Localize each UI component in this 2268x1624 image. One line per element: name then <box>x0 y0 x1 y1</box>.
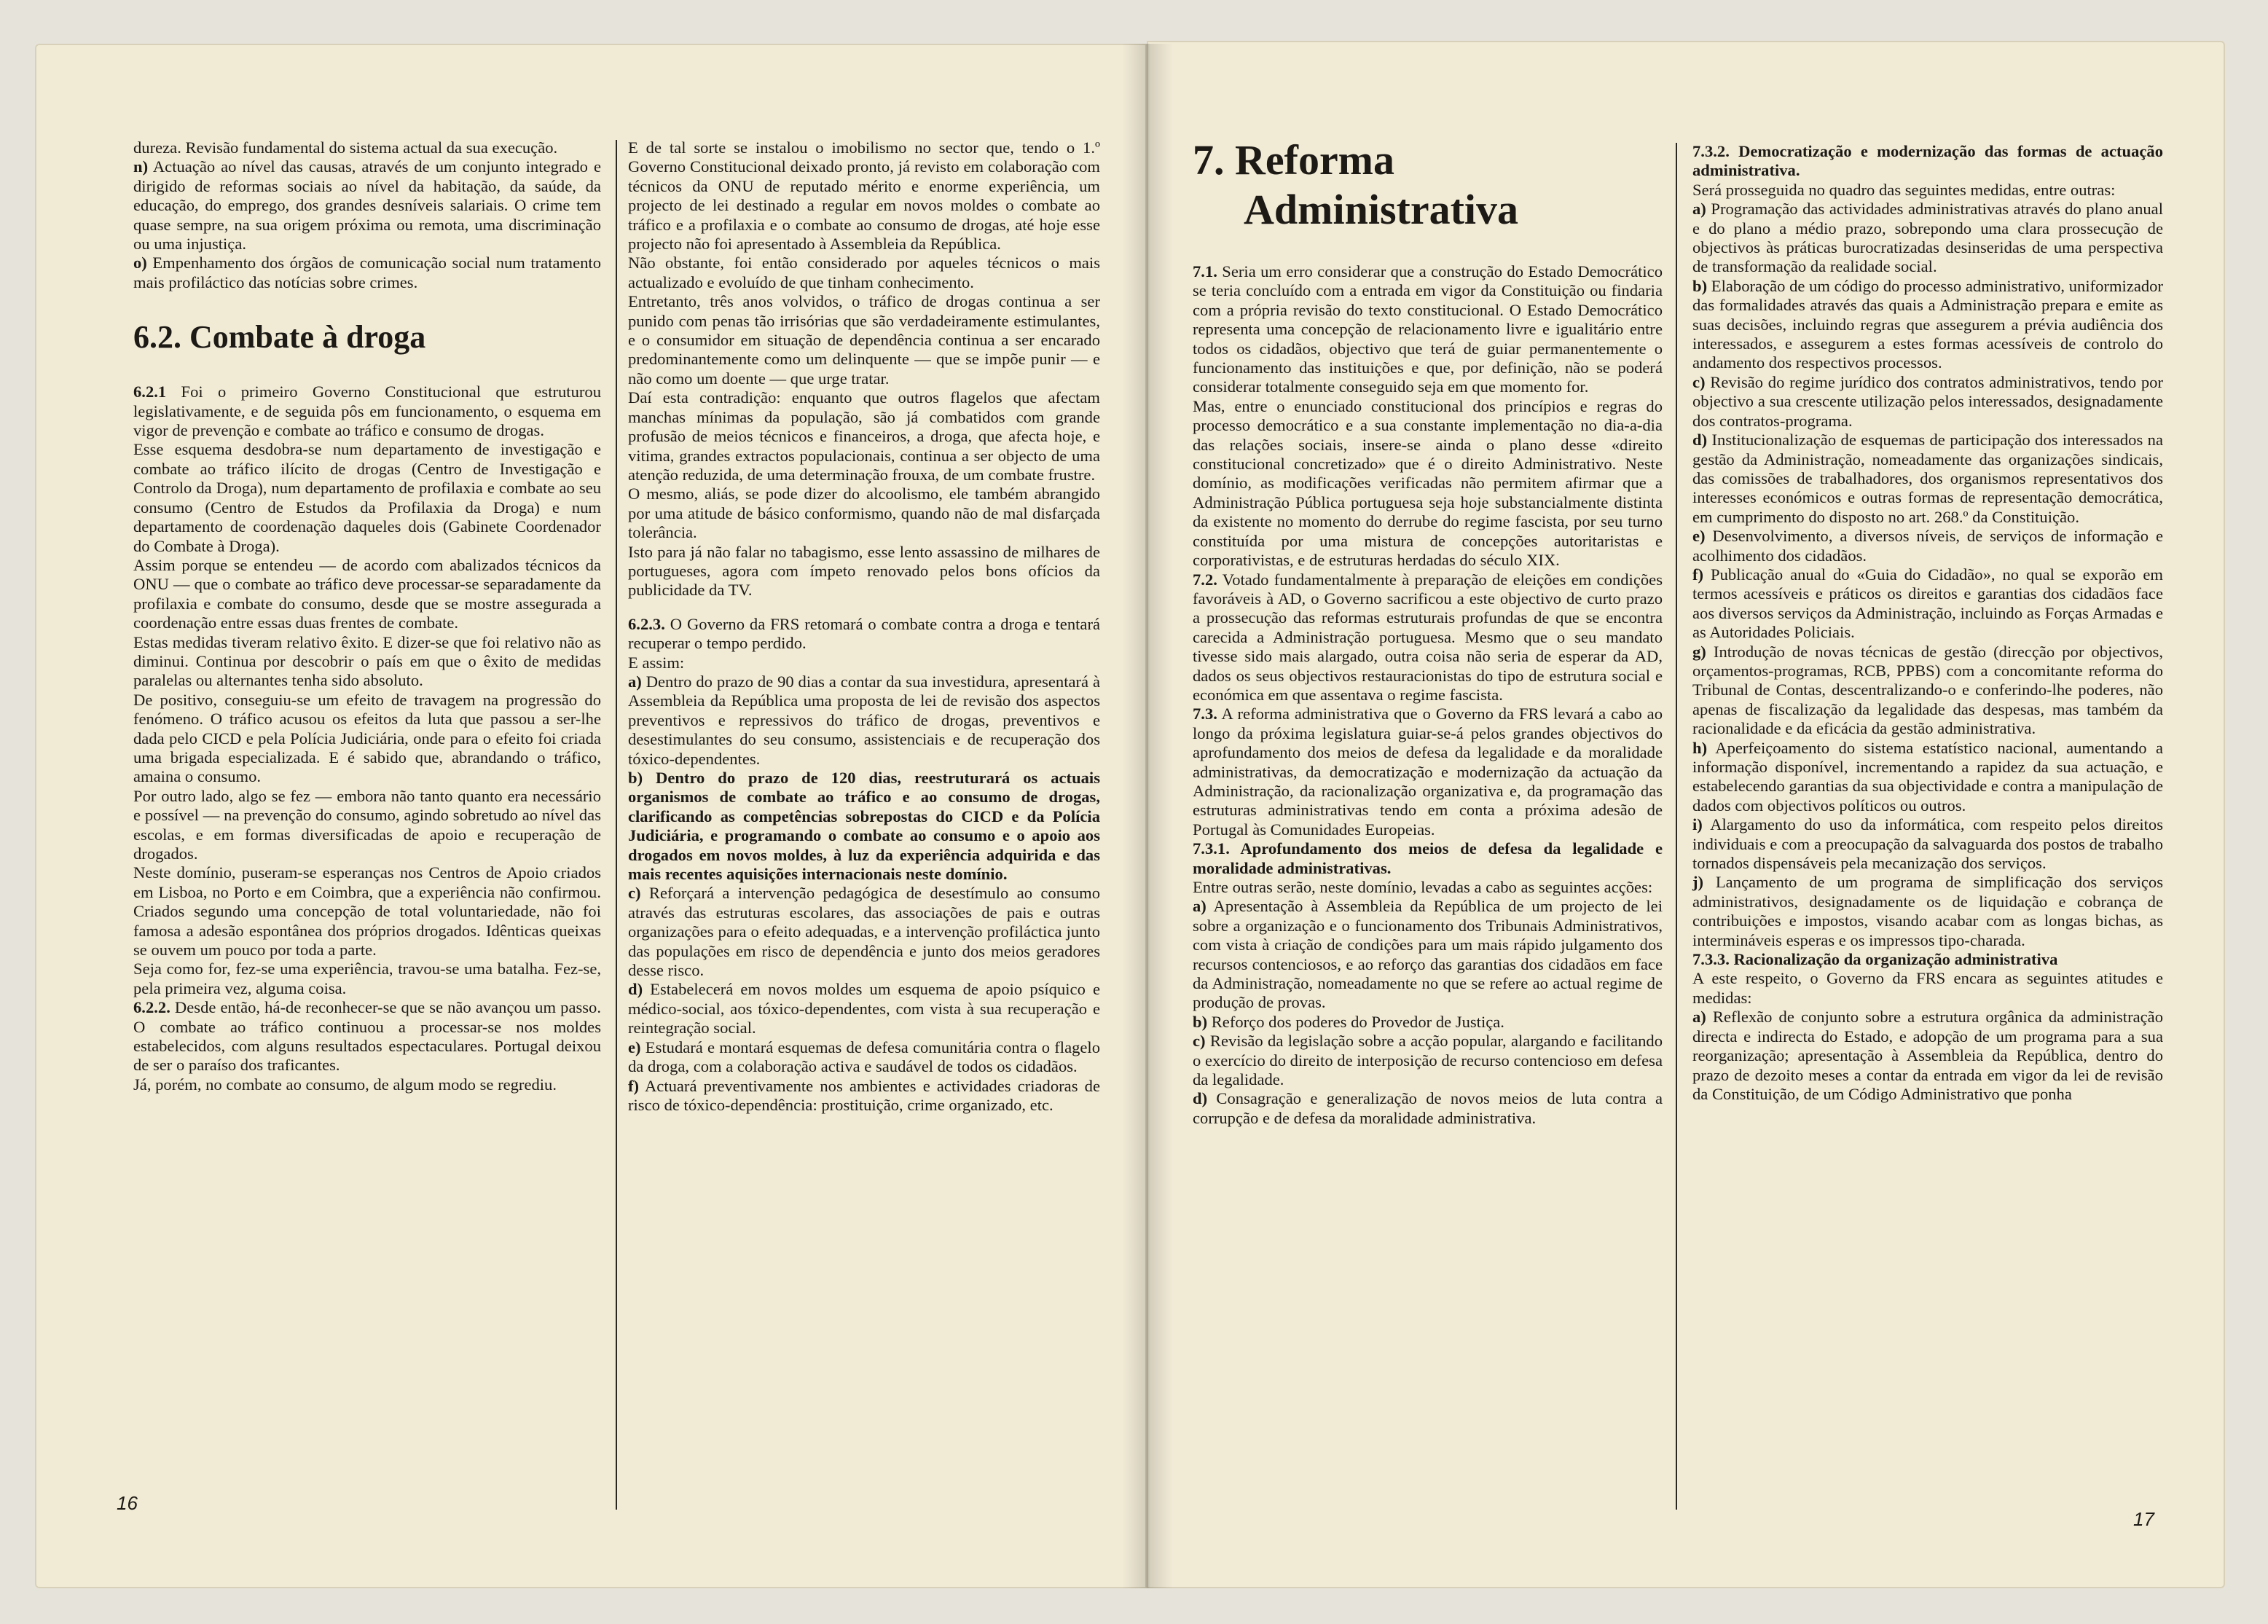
item-text: O Governo da FRS retomará o combate contra a droga e tentará recuperar o tempo perdido. <box>628 614 1100 653</box>
paragraph-group <box>628 138 1100 600</box>
section-body <box>133 383 601 1094</box>
item-label: b) <box>1193 1012 1208 1031</box>
item-text: Por outro lado, algo se fez — embora não tanto quanto era necessário e possível — na prevenção do consumo, agindo sobretudo ao nível das escolas, e em formas diversificadas de apoio e recuperação de drogados. <box>133 786 601 863</box>
item-label: h) <box>1692 738 1708 757</box>
list-item <box>1692 815 2163 873</box>
item-text: Votado fundamentalmente à preparação de eleições em condições favoráveis à AD, o Governo sacrificou a este objectivo de curto prazo a prossecução das reformas estruturais profundas de que se encontra carecida a Administração portuguesa. Mesmo que o seu mandato tivesse sido mais alargado, outra coisa não seria de esperar da AD, dados os seus objectivos restauracionistas do tipo de estrutura social e económica em que assentava o regime fascista. <box>1193 570 1663 704</box>
item-label: 7.3.3. Racionalização da organização administrativa <box>1692 950 2058 969</box>
item-text: A este respeito, o Governo da FRS encara as seguintes atitudes e medidas: <box>1692 969 2163 1007</box>
list-item <box>1193 705 1663 839</box>
list-item <box>628 672 1100 769</box>
left-column-1 <box>133 138 601 1094</box>
item-label: d) <box>628 980 643 999</box>
list-item <box>133 157 601 254</box>
list-item <box>1692 1008 2163 1104</box>
page-number: 16 <box>117 1492 138 1514</box>
item-text: De positivo, conseguiu-se um efeito de travagem na progressão do fenómeno. O tráfico acusou os efeitos da luta que passou a ser-lhe dada pelo CICD e pela Polícia Judiciária, onde para o efeito foi criada uma brigada especializada. E é sabido que, abrandando o tráfico, amaina o consumo. <box>133 690 601 786</box>
item-text: Desenvolvimento, a diversos níveis, de serviços de informação e acolhimento dos cidadãos. <box>1692 527 2163 565</box>
chapter-title <box>1193 136 1659 235</box>
item-label: 6.2.3. <box>628 614 665 633</box>
page-number: 17 <box>2133 1508 2154 1530</box>
item-text: Seria um erro considerar que a construção do Estado Democrático se teria concluído com a entrada em vigor da Constituição ou findaria com a própria revisão do texto constitucional. O Estado Democrático representa uma concepção de relacionamento livre e igualitário entre todos os cidadãos, objectivo que terá de guiar permanentemente o funcionamento das instituições e que, por definição, não se poderá considerar totalmente conseguido seja em que momento for. <box>1193 262 1663 396</box>
list-item <box>1692 142 2163 181</box>
list-item: Isto para já não falar no tabagismo, esse lento assassino de milhares de portugueses, agora com ímpeto renovado pelos bons ofícios da publicidade da TV. <box>628 542 1100 600</box>
item-label: a) <box>628 672 642 691</box>
item-text: Revisão do regime jurídico dos contratos administrativos, tendo por objectivo a sua crescente utilização pelos interessados, designadamente dos contratos-programa. <box>1692 372 2163 430</box>
list-item <box>628 980 1100 1037</box>
item-label: 6.2.1 <box>133 383 167 401</box>
item-label: 7.3.2. Democratização e modernização das formas de actuação administrativa. <box>1692 142 2163 180</box>
list-item <box>1692 873 2163 950</box>
list-item <box>1193 570 1663 705</box>
list-item: O mesmo, aliás, se pode dizer do alcoolismo, ele também abrangido por uma atitude de básico conformismo, quando não de mal disfarçada tolerância. <box>628 485 1100 542</box>
section-title: 6.2. Combate à droga <box>133 319 426 356</box>
item-text: Estabelecerá em novos moldes um esquema de apoio psíquico e médico-social, aos tóxico-dependentes, com vista à sua recuperação e reintegração social. <box>628 980 1100 1037</box>
item-text: Mas, entre o enunciado constitucional dos princípios e regras do processo democrático e a sua constante implementação no dia-a-dia das relações sociais, insere-se ainda o plano desse «direito constitucional concretizado» que é o direito Administrativo. Neste domínio, as modificações verificadas não permitem afirmar que a Administração Pública portuguesa seja hoje substancialmente distinta da existente no momento do derrube do regime fascista, por seu turno constituída por uma mistura de concepções autoritaristas e corporativistas, e de estruturas herdadas do século XIX. <box>1193 396 1663 570</box>
item-label: e) <box>628 1037 641 1056</box>
list-item <box>133 1075 601 1094</box>
item-label: o) <box>133 254 147 272</box>
item-label: b) <box>628 769 643 787</box>
item-text: Empenhamento dos órgãos de comunicação social num tratamento mais profiláctico das notícias sobre crimes. <box>133 254 601 291</box>
list-item: Daí esta contradição: enquanto que outros flagelos que afectam manchas mínimas da população, são já combatidos com grande profusão de meios técnicos e financeiros, a droga, que afecta hoje, e vitima, grandes extractos populacionais, continua a ser objecto de uma atenção reduzida, de uma determinação frouxa, de um combate frustre. <box>628 388 1100 484</box>
list-item <box>133 691 601 787</box>
item-text: Esse esquema desdobra-se num departamento de investigação e combate ao tráfico ilícito de drogas (Centro de Investigação e Controlo da Droga), num departamento de profilaxia e combate ao seu consumo (Centro de Estudos da Profilaxia da Droga) e num departamento de coordenação daqueles dois (Gabinete Coordenador do Combate à Droga). <box>133 440 601 555</box>
list-item <box>628 1038 1100 1077</box>
item-label: e) <box>1692 527 1706 546</box>
list-item <box>1692 969 2163 1008</box>
item-text: Entre outras serão, neste domínio, levadas a cabo as seguintes acções: <box>1193 878 1653 896</box>
list-item <box>1692 200 2163 277</box>
list-item <box>628 769 1100 884</box>
item-label: n) <box>133 157 149 176</box>
item-label: 6.2.2. <box>133 998 170 1017</box>
item-label: f) <box>1692 565 1704 584</box>
right-column-2 <box>1692 142 2163 1104</box>
item-label: j) <box>1692 873 1704 892</box>
item-label: d) <box>1692 431 1708 450</box>
item-label: g) <box>1692 642 1706 661</box>
list-item <box>133 960 601 998</box>
list-item <box>133 383 601 440</box>
list-item <box>1193 262 1663 397</box>
paragraph: E assim: <box>628 653 685 672</box>
item-text: Será prosseguida no quadro das seguintes medidas, entre outras: <box>1692 180 2116 199</box>
item-text: Reforço dos poderes do Provedor de Justiça. <box>1207 1012 1504 1031</box>
list-item <box>1193 1013 1663 1032</box>
list-item <box>133 440 601 555</box>
list-item <box>133 633 601 691</box>
list-item <box>1193 897 1663 1012</box>
item-text: Revisão da legislação sobre a acção popular, alargando e facilitando o exercício do direito de interposição de recurso contencioso em defesa da legalidade. <box>1193 1032 1663 1089</box>
item-text: Dentro do prazo de 120 dias, reestruturará os actuais organismos de combate ao tráfico e ao consumo de drogas, clarificando as competências sobrepostas do CICD e da Polícia Judiciária, e programando o combate ao consumo e o apoio aos drogados em novos moldes, à luz da experiência adquirida e das mais recentes aquisições internacionais neste domínio. <box>628 769 1100 884</box>
item-text: Introdução de novas técnicas de gestão (direcção por objectivos, orçamentos-programas, RCB, PPBS) com a concomitante reforma do Tribunal de Contas, descentralizando-o e conferindo-lhe poderes, não apenas de fiscalização da legalidade das despesas, mas também da racionalidade e da eficácia da gestão administrativa. <box>1692 642 2163 738</box>
item-text: Reforçará a intervenção pedagógica de desestímulo ao consumo através das estruturas escolares, das associações de pais e outras organizações para o efeito adequadas, e a intervenção profiláctica junto das populações em risco de dependência e junto dos meios geradores desse risco. <box>628 884 1100 980</box>
item-label: b) <box>1692 276 1708 295</box>
column-divider-right <box>1676 143 1677 1510</box>
item-label: f) <box>628 1076 640 1095</box>
item-text: Foi o primeiro Governo Constitucional que estruturou legislativamente, e de seguida pôs em funcionamento, o esquema em vigor de prevenção e combate ao tráfico e consumo de drogas. <box>133 383 601 440</box>
item-text: Assim porque se entendeu — de acordo com abalizados técnicos da ONU — que o combate ao tráfico deve processar-se separadamente da profilaxia e combate do consumo, desde que se mostre assegurada a coordenação entre essas duas frentes de combate. <box>133 555 601 632</box>
list-item <box>133 556 601 633</box>
paragraph: dureza. Revisão fundamental do sistema actual da sua execução. <box>133 138 558 157</box>
item-text: Actuará preventivamente nos ambientes e actividades criadoras de risco de tóxico-dependência: prostituição, crime organizado, etc. <box>628 1076 1100 1114</box>
right-column-1 <box>1193 262 1663 1128</box>
list-item <box>133 998 601 1075</box>
item-label: c) <box>628 884 641 903</box>
item-text: Publicação anual do «Guia do Cidadão», no qual se exporão em termos acessíveis e práticos os direitos e garantias dos cidadãos face aos diversos serviços da Administração, incluindo as Forças Armadas e as Autoridades Policiais. <box>1692 565 2163 642</box>
list-item <box>1692 565 2163 643</box>
list-item <box>1692 527 2163 565</box>
item-text: Dentro do prazo de 90 dias a contar da sua investidura, apresentará à Assembleia da República uma proposta de lei de revisão dos aspectos preventivos e repressivos do tráfico de drogas, preventivos e desestimulantes do seu consumo, assistenciais e de recuperação dos tóxico-dependentes. <box>628 672 1100 768</box>
list-item <box>628 1077 1100 1115</box>
item-text: Consagração e generalização de novos meios de luta contra a corrupção e de defesa da moralidade administrativa. <box>1193 1089 1663 1127</box>
item-text: Neste domínio, puseram-se esperanças nos Centros de Apoio criados em Lisboa, no Porto e em Coimbra, que a experiência não confirmou. Criados segundo uma concepção de total voluntariedade, não foi famosa a adesão espontânea dos próprios drogados. Idênticas queixas se ouvem um pouco por toda a parte. <box>133 863 601 960</box>
item-label: 7.3. <box>1193 705 1217 723</box>
list-item <box>1692 431 2163 527</box>
item-text: Elaboração de um código do processo administrativo, uniformizador das formalidades através das quais a Administração prepara e emite as suas decisões, incluindo regras que assegurem a prévia audiência dos interessados, e assegurem a estes formas acessíveis de controlo do andamento dos respectivos processos. <box>1692 276 2163 372</box>
item-text: Desde então, há-de reconhecer-se que se não avançou um passo. O combate ao tráfico continuou a processar-se nos moldes estabelecidos, com alguns resultados espectaculares. Portugal deixou de ser o paraíso dos traficantes. <box>133 998 601 1075</box>
item-label: a) <box>1193 897 1206 916</box>
list-item <box>1193 839 1663 878</box>
item-text: Alargamento do uso da informática, com respeito pelos direitos individuais e com a preocupação da salvaguarda dos postos de trabalho tornados dispensáveis pela mecanização dos serviços. <box>1692 815 2163 873</box>
item-text: A reforma administrativa que o Governo da FRS levará a cabo ao longo da próxima legislatura guiar-se-á pelos grandes objectivos do aprofundamento dos meios de defesa da legalidade e da moralidade administrativas, da democratização e modernização da actuação da Administração, da racionalização organizativa e, da programação das estruturas administrativas tendo em conta a próxima adesão de Portugal às Comunidades Europeias. <box>1193 705 1663 839</box>
column-divider-left <box>616 140 617 1510</box>
list-item <box>133 787 601 864</box>
subsection-heading <box>628 615 1100 654</box>
item-label: c) <box>1193 1032 1206 1051</box>
list-item <box>1692 950 2163 969</box>
list-item <box>628 884 1100 980</box>
item-text: Reflexão de conjunto sobre a estrutura orgânica da administração directa e indirecta do Estado, e adopção de um programa para a sua reorganização; apresentação à Assembleia da República, dentro do prazo de dezoito meses a contar da entrada em vigor da lei de revisão da Constituição, de um Código Administrativo que ponha <box>1692 1008 2163 1103</box>
list-item <box>1193 397 1663 570</box>
item-label: 7.3.1. Aprofundamento dos meios de defesa da legalidade e moralidade administrativas. <box>1193 839 1663 877</box>
list-item <box>1692 373 2163 431</box>
item-label: d) <box>1193 1089 1208 1108</box>
list-item <box>1692 277 2163 373</box>
item-text: Seja como for, fez-se uma experiência, travou-se uma batalha. Fez-se, pela primeira vez, alguma coisa. <box>133 960 601 997</box>
list-item <box>1692 643 2163 739</box>
item-label: i) <box>1692 815 1703 834</box>
list-item <box>1692 739 2163 816</box>
item-text: Actuação ao nível das causas, através de um conjunto integrado e dirigido de reformas sociais ao nível da habitação, da saúde, da educação, do emprego, dos grandes desníveis salariais. O crime tem quase sempre, na sua origem próxima ou remota, uma discriminação ou uma injustiça. <box>133 157 601 254</box>
item-text: Estudará e montará esquemas de defesa comunitária contra o flagelo da droga, com a colaboração activa e saudável de todos os cidadãos. <box>628 1037 1100 1076</box>
list-item <box>133 254 601 292</box>
item-label: a) <box>1692 1008 1706 1027</box>
item-label: 7.1. <box>1193 262 1217 281</box>
item-text: Institucionalização de esquemas de participação dos interessados na gestão da Administração, nomeadamente das organizações sindicais, das comissões de trabalhadores, dos organismos representativos dos interesses económicos e outras formas de representação democrática, em cumprimento do disposto no art. 268.º da Constituição. <box>1692 431 2163 526</box>
list-item <box>1193 1089 1663 1128</box>
item-text: Estas medidas tiveram relativo êxito. E dizer-se que foi relativo não as diminui. Continua por descobrir o país em que o êxito de medidas paralelas ou alternantes tenha sido absoluto. <box>133 632 601 690</box>
list-item <box>1193 1032 1663 1089</box>
binding-gutter <box>1122 44 1173 1588</box>
left-column-2 <box>628 138 1100 1115</box>
item-label: c) <box>1692 372 1706 391</box>
item-text: Já, porém, no combate ao consumo, de algum modo se regrediu. <box>133 1075 557 1094</box>
chapter-title-line: 7. Reforma <box>1193 136 1395 184</box>
measures-list <box>628 672 1100 1115</box>
chapter-title-line: Administrativa <box>1244 186 1518 233</box>
list-item: Entretanto, três anos volvidos, o tráfico de drogas continua a ser punido com penas tão irrisórias que são verdadeiramente estimulantes, e o consumidor em situação de dependência continua a ser encarado predominantemente como um delinquente — que se impõe punir — e não como um doente — que urge tratar. <box>628 292 1100 388</box>
list-item: E de tal sorte se instalou o imobilismo no sector que, tendo o 1.º Governo Constitucional deixado pronto, já revisto em colaboração com técnicos da ONU de reputado mérito e enorme experiência, um projecto de lei destinado a regular em novos moldes o combate ao tráfico e a profilaxia e o combate ao consumo de drogas, até hoje esse projecto não foi apresentado à Assembleia da República. <box>628 138 1100 254</box>
item-label: a) <box>1692 200 1706 219</box>
item-text: Apresentação à Assembleia da República de um projecto de lei sobre a organização e o funcionamento dos Tribunais Administrativos, com vista à criação de condições para um mais rápido julgamento dos recursos contenciosos, e ao reforço das garantias dos cidadãos em face da Administração, nomeadamente no que se refere ao actual regime de produção de provas. <box>1193 897 1663 1012</box>
list-item: Não obstante, foi então considerado por aqueles técnicos o mais actualizado e evoluído de que tinham conhecimento. <box>628 254 1100 291</box>
list-item <box>1692 181 2163 200</box>
item-text: Aperfeiçoamento do sistema estatístico nacional, aumentando a informação disponível, incrementando a rapidez da sua actuação, e estabelecendo garantias da sua objectividade e contra a manipulação de dados com objectivos políticos ou outros. <box>1692 738 2163 815</box>
item-text: Programação das actividades administrativas através do plano anual e do plano a médio prazo, sobrepondo uma clara prossecução de objectivos às práticas burocratizadas desinseridas de uma perspectiva de transformação da realidade social. <box>1692 200 2163 276</box>
item-label: 7.2. <box>1193 570 1217 589</box>
item-text: Lançamento de um programa de simplificação dos serviços administrativos, designadamente os de liquidação e cobrança de contribuições e impostos, visando acabar com as longas bichas, as intermináveis esperas e os impressos tipo-charada. <box>1692 873 2163 949</box>
list-item <box>1193 878 1663 897</box>
list-item <box>133 863 601 960</box>
